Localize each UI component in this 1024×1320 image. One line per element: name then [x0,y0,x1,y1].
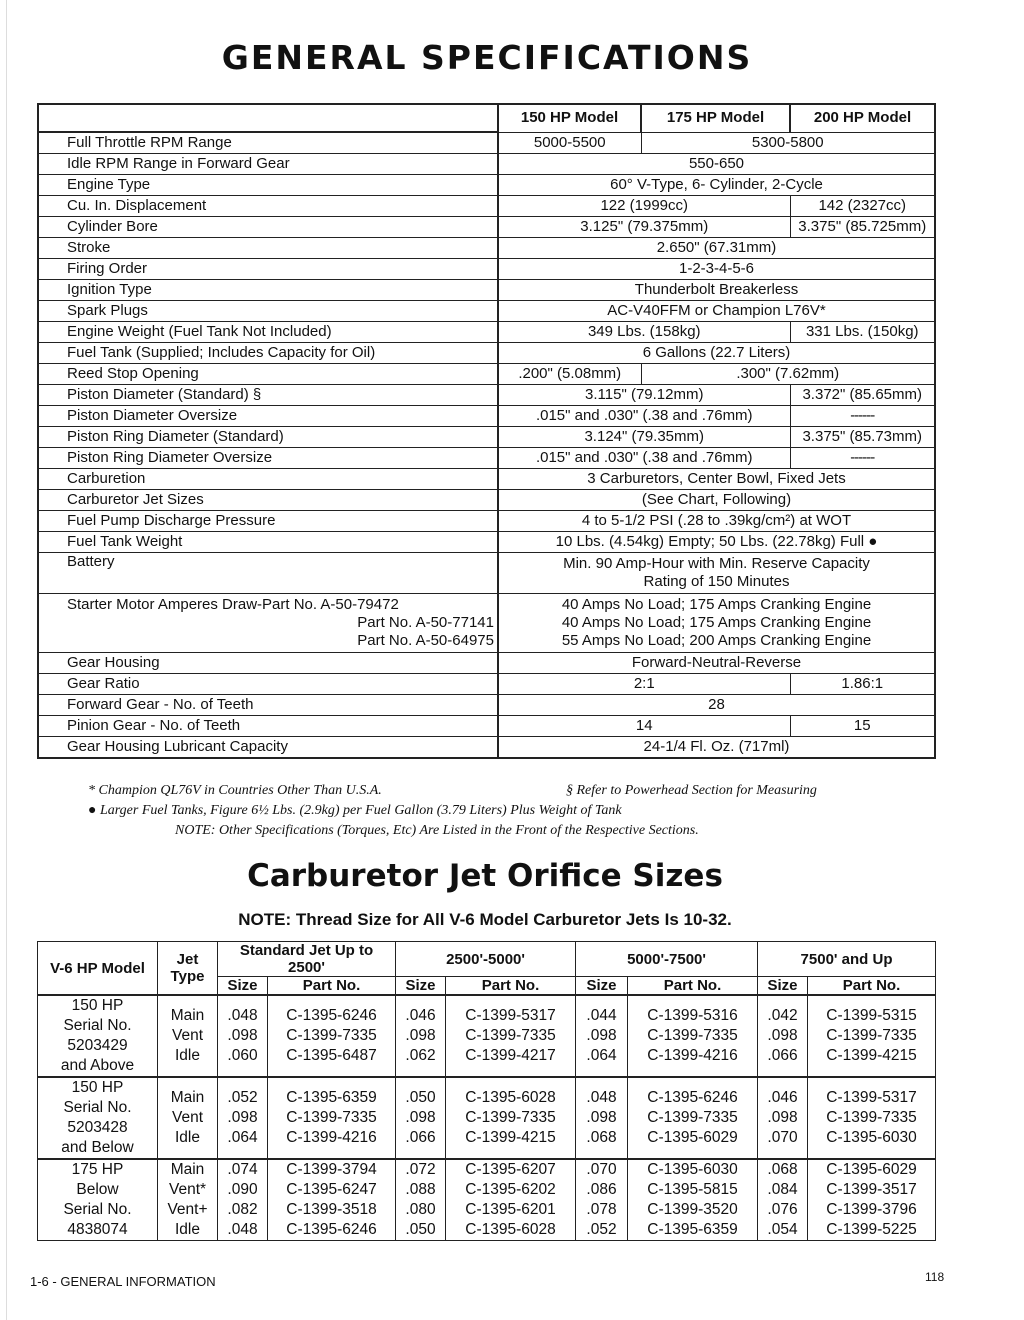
part-number: C-1399-4215 [826,1047,917,1064]
carb-header-2500: 2500'-5000' [396,942,576,977]
specs-header-blank [38,104,498,132]
part-number: C-1395-6246 [647,1089,738,1106]
carb-part-cell [268,1159,396,1241]
jet-size: .098 [227,1109,258,1126]
footnote-row-3 [0,821,974,841]
carb-header-standard: Standard Jet Up to 2500' [218,942,396,977]
thread-size-note: NOTE: Thread Size for All V-6 Model Carburetor Jets Is 10-32. [238,910,732,929]
spec-value: 3.372" (85.65mm) [790,385,935,406]
spec-label: Stroke [38,238,498,259]
page-margin-line [6,0,7,1320]
carb-header-size: Size [218,977,268,996]
carb-part-cell [446,1077,576,1159]
jet-size: .080 [405,1201,436,1218]
carb-part-cell [808,995,936,1077]
spec-value: (See Chart, Following) [498,490,935,511]
part-number: C-1399-4217 [465,1047,556,1064]
carb-size-cell [576,1159,628,1241]
carb-group-row [38,1159,936,1241]
jet-size: .098 [405,1109,436,1126]
starter-value-2: 40 Amps No Load; 175 Amps Cranking Engine [561,614,872,631]
carb-header-size: Size [576,977,628,996]
jet-size: .090 [227,1181,258,1198]
spec-label: Carburetion [38,469,498,490]
part-number: C-1399-5316 [647,1007,738,1024]
carb-model-cell [38,995,158,1077]
spec-row-spark-plugs [38,301,935,322]
model-line: 5203428 [67,1119,128,1136]
spec-row-displacement [38,196,935,217]
part-number: C-1399-3518 [286,1201,377,1218]
spec-value: 10 Lbs. (4.54kg) Empty; 50 Lbs. (22.78kg) Full ● [498,532,935,553]
model-line: 4838074 [67,1221,128,1238]
jet-size: .064 [586,1047,617,1064]
spec-label: Carburetor Jet Sizes [38,490,498,511]
carb-size-cell [576,1077,628,1159]
spec-row-tank-weight [38,532,935,553]
part-number: C-1399-4216 [647,1047,738,1064]
spec-value: ------ [790,406,935,427]
starter-label-1: Starter Motor Amperes Draw-Part No. A-50-79472 [67,596,399,613]
spec-value: .015" and .030" (.38 and .76mm) [498,448,790,469]
model-line: and Above [60,1057,135,1074]
spec-value: 349 Lbs. (158kg) [498,322,790,343]
carb-header-part: Part No. [808,977,936,996]
carb-part-cell [808,1077,936,1159]
model-line: and Below [61,1139,134,1156]
jet-size: .088 [405,1181,436,1198]
spec-value: 6 Gallons (22.7 Liters) [498,343,935,364]
spec-row-carburetion [38,469,935,490]
part-number: C-1395-6359 [286,1089,377,1106]
part-number: C-1399-7335 [647,1027,738,1044]
spec-row-engine-weight [38,322,935,343]
carb-header-model: V-6 HP Model [38,942,158,996]
model-line: 150 HP [71,997,124,1014]
carb-header-size: Size [396,977,446,996]
spec-value: 3.115" (79.12mm) [498,385,790,406]
carburetor-jet-title: Carburetor Jet Orifice Sizes [247,858,723,894]
spec-value: .300" (7.62mm) [641,364,935,385]
jet-size: .044 [586,1007,617,1024]
jet-type: Idle [175,1129,200,1146]
spec-value: .015" and .030" (.38 and .76mm) [498,406,790,427]
jet-size: .046 [767,1089,798,1106]
part-number: C-1399-5315 [826,1007,917,1024]
part-number: C-1395-6201 [465,1201,556,1218]
spec-value: 3.125" (79.375mm) [498,217,790,238]
jet-size: .042 [767,1007,798,1024]
spec-value: 14 [498,716,790,737]
jet-type: Vent+ [167,1201,208,1218]
part-number: C-1395-6028 [465,1221,556,1238]
carb-size-cell [758,1159,808,1241]
carb-group-row [38,995,936,1077]
carb-header-part: Part No. [268,977,396,996]
spec-label: Firing Order [38,259,498,280]
spec-label: Gear Housing Lubricant Capacity [38,737,498,759]
part-number: C-1399-3796 [826,1201,917,1218]
carb-size-cell [758,1077,808,1159]
model-line: Serial No. [63,1017,132,1034]
carb-jet-type-cell [158,995,218,1077]
part-number: C-1399-7335 [286,1109,377,1126]
part-number: C-1399-7335 [465,1027,556,1044]
spec-label [38,594,498,653]
jet-type: Main [170,1161,205,1178]
carb-part-cell [268,1077,396,1159]
spec-label: Pinion Gear - No. of Teeth [38,716,498,737]
jet-size: .076 [767,1201,798,1218]
carb-part-cell [628,995,758,1077]
jet-size: .060 [227,1047,258,1064]
spec-row-bore [38,217,935,238]
part-number: C-1395-6247 [286,1181,377,1198]
part-number: C-1399-3520 [647,1201,738,1218]
part-number: C-1395-6246 [286,1221,377,1238]
jet-type: Vent [171,1109,204,1126]
carb-size-cell [396,1077,446,1159]
jet-size: .052 [227,1089,258,1106]
spec-row-stroke [38,238,935,259]
jet-size: .066 [767,1047,798,1064]
part-number: C-1395-6487 [286,1047,377,1064]
spec-label: Battery [38,553,498,594]
jet-size: .098 [767,1027,798,1044]
spec-value: 142 (2327cc) [790,196,935,217]
carb-header-part: Part No. [628,977,758,996]
spec-label: Engine Type [38,175,498,196]
jet-size: .084 [767,1181,798,1198]
model-line: 175 HP [71,1161,124,1178]
part-number: C-1399-7335 [826,1027,917,1044]
carb-size-cell [218,1077,268,1159]
spec-value: ------ [790,448,935,469]
spec-row-starter [38,594,935,653]
part-number: C-1395-6030 [826,1129,917,1146]
part-number: C-1395-6359 [647,1221,738,1238]
part-number: C-1395-6246 [286,1007,377,1024]
carb-header-7500: 7500' and Up [758,942,936,977]
part-number: C-1399-7335 [465,1109,556,1126]
spec-row-forward-teeth [38,695,935,716]
spec-row-rpm-range [38,132,935,154]
spec-row-reed-stop [38,364,935,385]
spec-value: 3.375" (85.73mm) [790,427,935,448]
spec-value: 3.124" (79.35mm) [498,427,790,448]
part-number: C-1399-3517 [826,1181,917,1198]
model-line: Serial No. [63,1099,132,1116]
footnote-row-2 [0,801,974,821]
jet-size: .086 [586,1181,617,1198]
carb-header-row-1 [38,942,936,977]
footer-section: 1-6 - GENERAL INFORMATION [30,1274,216,1289]
spec-row-ignition [38,280,935,301]
spec-label: Spark Plugs [38,301,498,322]
header-175hp: 175 HP Model [641,104,790,132]
battery-line-1: Min. 90 Amp-Hour with Min. Reserve Capacity [563,555,870,572]
spec-label: Ignition Type [38,280,498,301]
carb-part-cell [628,1159,758,1241]
spec-row-battery [38,553,935,594]
spec-label: Reed Stop Opening [38,364,498,385]
spec-label: Cylinder Bore [38,217,498,238]
carb-model-cell [38,1159,158,1241]
jet-size: .050 [405,1089,436,1106]
carb-jet-type-cell [158,1077,218,1159]
model-line: Below [76,1181,119,1198]
spec-label: Piston Diameter Oversize [38,406,498,427]
spec-value: 5000-5500 [498,132,641,154]
carb-model-cell [38,1077,158,1159]
spec-value: 15 [790,716,935,737]
carb-size-cell [218,1159,268,1241]
jet-size: .078 [586,1201,617,1218]
carb-part-cell [628,1077,758,1159]
spec-row-ring-oversize [38,448,935,469]
part-number: C-1399-4215 [465,1129,556,1146]
carb-size-cell [396,995,446,1077]
jet-size: .064 [227,1129,258,1146]
carb-size-cell [576,995,628,1077]
carb-group-row [38,1077,936,1159]
spec-row-ring-std [38,427,935,448]
spec-label: Fuel Tank Weight [38,532,498,553]
spec-value: Forward-Neutral-Reverse [498,653,935,674]
jet-type: Vent [171,1027,204,1044]
jet-type: Main [170,1007,205,1024]
spec-label: Engine Weight (Fuel Tank Not Included) [38,322,498,343]
spec-row-piston-std [38,385,935,406]
header-200hp: 200 HP Model [790,104,935,132]
part-number: C-1395-5815 [647,1181,738,1198]
spec-label: Gear Ratio [38,674,498,695]
page-number: 118 [925,1270,945,1284]
jet-size: .074 [227,1161,258,1178]
model-line: 150 HP [71,1079,124,1096]
carb-part-cell [446,1159,576,1241]
part-number: C-1395-6029 [647,1129,738,1146]
part-number: C-1399-7335 [826,1109,917,1126]
jet-size: .098 [586,1027,617,1044]
footnote-fuel-tanks: ● Larger Fuel Tanks, Figure 6½ Lbs. (2.9kg) per Fuel Gallon (3.79 Liters) Plus Weight of Tank [88,803,622,818]
spec-row-fuel-tank [38,343,935,364]
spec-value: 1-2-3-4-5-6 [498,259,935,280]
part-number: C-1399-4216 [286,1129,377,1146]
spec-value [498,553,935,594]
carburetor-jet-table [37,941,936,1241]
jet-size: .066 [405,1129,436,1146]
spec-value: 3 Carburetors, Center Bowl, Fixed Jets [498,469,935,490]
spec-value: 331 Lbs. (150kg) [790,322,935,343]
specs-header-row [38,104,935,132]
part-number: C-1395-6207 [465,1161,556,1178]
footnote-powerhead: § Refer to Powerhead Section for Measuring [566,783,817,798]
part-number: C-1399-7335 [286,1027,377,1044]
spec-value: 2.650" (67.31mm) [498,238,935,259]
jet-size: .048 [586,1089,617,1106]
spec-value [498,594,935,653]
jet-size: .098 [586,1109,617,1126]
jet-size: .098 [405,1027,436,1044]
spec-label: Fuel Tank (Supplied; Includes Capacity for Oil) [38,343,498,364]
starter-label-3: Part No. A-50-64975 [357,632,494,649]
battery-line-2: Rating of 150 Minutes [643,573,790,590]
spec-row-gear-housing [38,653,935,674]
spec-row-idle-rpm [38,154,935,175]
jet-size: .072 [405,1161,436,1178]
spec-row-pinion-teeth [38,716,935,737]
part-number: C-1395-6028 [465,1089,556,1106]
carb-size-cell [396,1159,446,1241]
part-number: C-1399-5225 [826,1221,917,1238]
carb-header-size: Size [758,977,808,996]
header-150hp: 150 HP Model [498,104,641,132]
spec-value: 5300-5800 [641,132,935,154]
model-line: Serial No. [63,1201,132,1218]
jet-size: .068 [586,1129,617,1146]
footnote-other-specs: NOTE: Other Specifications (Torques, Etc) Are Listed in the Front of the Respective Sections. [175,823,699,838]
spec-label: Piston Ring Diameter (Standard) [38,427,498,448]
jet-size: .062 [405,1047,436,1064]
spec-value: 122 (1999cc) [498,196,790,217]
general-specifications-table [37,103,936,759]
spec-label: Fuel Pump Discharge Pressure [38,511,498,532]
part-number: C-1399-5317 [826,1089,917,1106]
carb-part-cell [808,1159,936,1241]
part-number: C-1395-6030 [647,1161,738,1178]
spec-value: .200" (5.08mm) [498,364,641,385]
jet-type: Main [170,1089,205,1106]
part-number: C-1399-3794 [286,1161,377,1178]
spec-value: 550-650 [498,154,935,175]
starter-value-1: 40 Amps No Load; 175 Amps Cranking Engine [561,596,872,613]
spec-value: 24-1/4 Fl. Oz. (717ml) [498,737,935,759]
spec-label: Idle RPM Range in Forward Gear [38,154,498,175]
carb-header-jet-type: Jet Type [158,942,218,996]
jet-size: .070 [586,1161,617,1178]
carb-jet-type-cell [158,1159,218,1241]
spec-value: 3.375" (85.725mm) [790,217,935,238]
starter-label-2: Part No. A-50-77141 [357,614,494,631]
part-number: C-1395-6202 [465,1181,556,1198]
jet-size: .068 [767,1161,798,1178]
carb-header-5000: 5000'-7500' [576,942,758,977]
spec-row-jet-sizes [38,490,935,511]
spec-value: AC-V40FFM or Champion L76V* [498,301,935,322]
spec-value: Thunderbolt Breakerless [498,280,935,301]
spec-value: 4 to 5-1/2 PSI (.28 to .39kg/cm²) at WOT [498,511,935,532]
footnotes [0,781,974,841]
jet-size: .048 [227,1007,258,1024]
spec-label: Piston Ring Diameter Oversize [38,448,498,469]
carb-body [38,995,936,1241]
carb-size-cell [758,995,808,1077]
spec-value: 1.86:1 [790,674,935,695]
jet-type: Idle [175,1221,200,1238]
spec-label: Cu. In. Displacement [38,196,498,217]
spec-row-lubricant [38,737,935,759]
part-number: C-1399-7335 [647,1109,738,1126]
spec-label: Full Throttle RPM Range [38,132,498,154]
carb-header-part: Part No. [446,977,576,996]
spec-row-piston-oversize [38,406,935,427]
jet-size: .052 [586,1221,617,1238]
spec-row-firing-order [38,259,935,280]
model-line: 5203429 [67,1037,128,1054]
spec-label: Gear Housing [38,653,498,674]
carb-part-cell [446,995,576,1077]
jet-size: .098 [767,1109,798,1126]
jet-size: .054 [767,1221,798,1238]
jet-type: Vent* [168,1181,207,1198]
spec-label: Forward Gear - No. of Teeth [38,695,498,716]
jet-size: .046 [405,1007,436,1024]
spec-value: 2:1 [498,674,790,695]
jet-size: .070 [767,1129,798,1146]
spec-value: 60° V-Type, 6- Cylinder, 2-Cycle [498,175,935,196]
jet-size: .048 [227,1221,258,1238]
spec-value: 28 [498,695,935,716]
general-specifications-title: GENERAL SPECIFICATIONS [221,38,753,77]
footnote-champion: * Champion QL76V in Countries Other Than U.S.A. [88,783,382,798]
spec-label: Piston Diameter (Standard) § [38,385,498,406]
starter-value-3: 55 Amps No Load; 200 Amps Cranking Engine [561,632,872,649]
jet-type: Idle [175,1047,200,1064]
jet-size: .098 [227,1027,258,1044]
part-number: C-1395-6029 [826,1161,917,1178]
spec-row-engine-type [38,175,935,196]
carb-part-cell [268,995,396,1077]
jet-size: .050 [405,1221,436,1238]
jet-size: .082 [227,1201,258,1218]
footnote-row-1 [0,781,974,801]
carb-size-cell [218,995,268,1077]
part-number: C-1399-5317 [465,1007,556,1024]
spec-row-gear-ratio [38,674,935,695]
spec-row-fuel-pump [38,511,935,532]
